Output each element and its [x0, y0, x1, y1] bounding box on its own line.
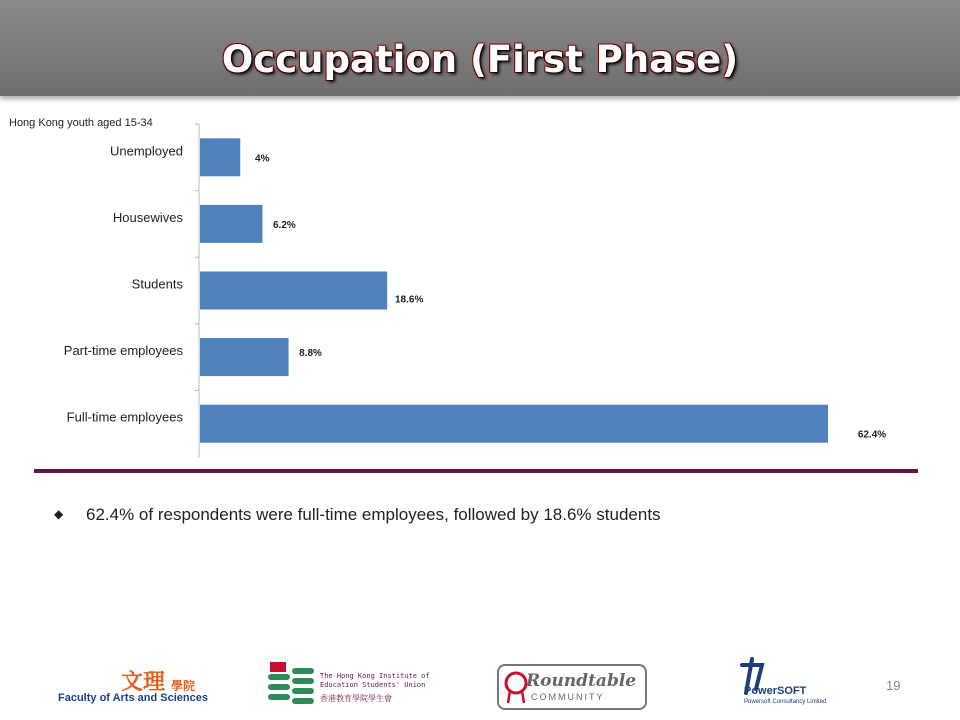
hkiedsu-line1: The Hong Kong Institute of — [320, 672, 430, 680]
faculty-logo-cn: 文理 — [121, 669, 166, 695]
roundtable-logo — [497, 664, 647, 710]
bar-part-time-employees — [200, 338, 289, 376]
divider-line — [34, 469, 918, 473]
data-label: 4% — [255, 153, 270, 165]
roundtable-r-icon — [502, 669, 530, 705]
data-label: 6.2% — [272, 219, 296, 231]
bar-housewives — [200, 205, 262, 243]
bullet-point — [54, 505, 661, 525]
bar-full-time-employees — [200, 405, 828, 443]
category-label: Full-time employees — [66, 409, 183, 425]
roundtable-sub: COMMUNITY — [531, 692, 605, 702]
hkiedsu-line2: Education Students' Union — [320, 681, 426, 689]
bar-chart — [0, 120, 960, 465]
data-label: 8.8% — [299, 348, 322, 360]
powersoft-logo — [736, 655, 826, 707]
data-label: 62.4% — [857, 429, 887, 441]
category-label: Unemployed — [110, 143, 183, 159]
bar-unemployed — [200, 138, 240, 176]
page-number: 19 — [886, 678, 901, 693]
faculty-logo-cn-small: 學院 — [171, 679, 196, 693]
category-label: Housewives — [112, 209, 183, 225]
diamond-bullet-icon: ◆ — [54, 506, 64, 521]
bar-students — [200, 272, 387, 310]
category-label: Students — [131, 276, 183, 292]
category-label: Part-time employees — [63, 343, 183, 359]
faculty-logo-en: Faculty of Arts and Sciences — [58, 692, 208, 704]
hkiedsu-emblem-icon — [266, 660, 316, 708]
hkiedsu-logo — [266, 660, 431, 708]
powersoft-sub: Powersoft Consultancy Limited — [744, 699, 827, 705]
powersoft-main: PowerSOFT — [744, 685, 807, 697]
bullet-text: 62.4% of respondents were full-time employees, followed by 18.6% students — [86, 505, 661, 524]
hkiedsu-cn: 香港教育學院學生會 — [320, 694, 392, 703]
data-label: 18.6% — [395, 294, 424, 306]
page-title: Occupation (First Phase) — [221, 38, 739, 81]
faculty-logo — [58, 663, 208, 707]
roundtable-main: Roundtable — [526, 671, 637, 691]
chart-subtitle: Hong Kong youth aged 15-34 — [9, 117, 153, 129]
